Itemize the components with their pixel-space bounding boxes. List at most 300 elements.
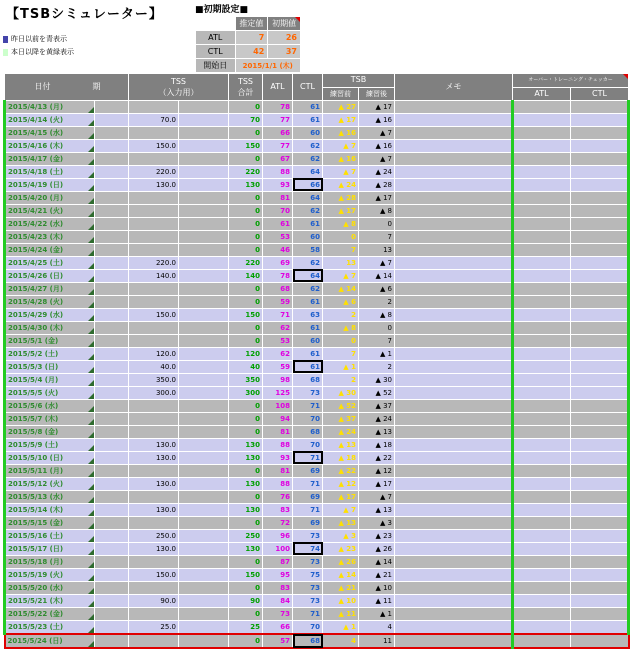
memo-cell[interactable] [395, 139, 513, 152]
tss-input-cell[interactable] [129, 126, 179, 139]
atl-cell-text: 125 [275, 388, 290, 397]
tss-total-cell [229, 256, 263, 269]
tss-input-extra-cell[interactable] [179, 321, 229, 334]
tsb-before-cell-text: ▲ 52 [338, 401, 356, 410]
period-cell[interactable] [95, 360, 129, 373]
comment-triangle-icon [88, 237, 94, 243]
tsb-before-cell [323, 425, 359, 438]
period-cell[interactable] [95, 516, 129, 529]
tsb-before-cell-text: ▲ 7 [343, 505, 356, 514]
memo-cell[interactable] [395, 438, 513, 451]
memo-cell[interactable] [395, 295, 513, 308]
memo-cell[interactable] [395, 568, 513, 581]
memo-cell[interactable] [395, 412, 513, 425]
tss-input-cell[interactable] [129, 412, 179, 425]
tss-input-cell[interactable] [129, 230, 179, 243]
period-cell[interactable] [95, 152, 129, 165]
memo-cell[interactable] [395, 477, 513, 490]
tss-input-extra-cell[interactable] [179, 399, 229, 412]
tss-total-cell-text: 0 [255, 557, 260, 566]
date-cell-text: 2015/5/9 (土) [8, 440, 59, 449]
tss-input-extra-cell[interactable] [179, 503, 229, 516]
tss-input-cell[interactable] [129, 100, 179, 113]
period-cell[interactable] [95, 217, 129, 230]
period-cell[interactable] [95, 634, 129, 648]
tss-input-cell[interactable] [129, 607, 179, 620]
comment-triangle-icon [88, 367, 94, 373]
atl-cell [263, 568, 293, 581]
header-overtraining: オーバー・トレーニング・チェッカー [513, 74, 629, 87]
tss-input-cell[interactable] [129, 321, 179, 334]
tss-input-extra-cell[interactable] [179, 490, 229, 503]
table-row [5, 360, 629, 373]
tss-input-cell[interactable] [129, 438, 179, 451]
date-cell-text: 2015/5/17 (日) [8, 544, 64, 553]
tss-input-extra-cell[interactable] [179, 464, 229, 477]
tss-total-cell-text: 350 [245, 375, 260, 384]
period-cell[interactable] [95, 308, 129, 321]
tsb-after-cell-text: ▲ 1 [379, 609, 393, 618]
memo-cell[interactable] [395, 308, 513, 321]
period-cell[interactable] [95, 594, 129, 607]
period-cell[interactable] [95, 529, 129, 542]
memo-cell[interactable] [395, 490, 513, 503]
over-atl-cell [513, 516, 571, 529]
tss-total-cell-text: 300 [245, 388, 260, 397]
atl-cell [263, 490, 293, 503]
tss-input-extra-cell[interactable] [179, 152, 229, 165]
tss-input-cell[interactable] [129, 399, 179, 412]
tss-input-extra-cell[interactable] [179, 412, 229, 425]
atl-cell [263, 308, 293, 321]
memo-cell[interactable] [395, 634, 513, 648]
memo-cell[interactable] [395, 321, 513, 334]
tss-input-cell[interactable] [129, 594, 179, 607]
period-cell[interactable] [95, 373, 129, 386]
over-ctl-cell [571, 581, 629, 594]
comment-triangle-icon [88, 341, 94, 347]
period-cell[interactable] [95, 243, 129, 256]
tsb-after-cell [359, 438, 395, 451]
memo-cell[interactable] [395, 594, 513, 607]
memo-cell[interactable] [395, 360, 513, 373]
memo-cell[interactable] [395, 282, 513, 295]
tss-input-extra-cell[interactable] [179, 634, 229, 648]
tss-input-extra-cell[interactable] [179, 100, 229, 113]
tss-total-cell-text: 130 [245, 479, 260, 488]
atl-cell [263, 126, 293, 139]
comment-marker-icon [623, 74, 628, 79]
period-cell[interactable] [95, 620, 129, 634]
memo-cell[interactable] [395, 503, 513, 516]
tss-total-cell [229, 113, 263, 126]
tss-input-cell[interactable] [129, 568, 179, 581]
tss-total-cell-text: 130 [245, 453, 260, 462]
period-cell[interactable] [95, 347, 129, 360]
memo-cell[interactable] [395, 373, 513, 386]
tsb-before-cell [323, 386, 359, 399]
tss-input-extra-cell[interactable] [179, 438, 229, 451]
ctl-cell-text: 73 [310, 388, 320, 397]
tss-total-cell-text: 0 [255, 284, 260, 293]
tss-input-cell[interactable] [129, 178, 179, 191]
date-cell [5, 295, 95, 308]
period-cell[interactable] [95, 269, 129, 282]
memo-cell[interactable] [395, 464, 513, 477]
legend-label-past: 昨日以前を青表示 [11, 35, 67, 43]
period-cell[interactable] [95, 542, 129, 555]
over-atl-cell [513, 373, 571, 386]
tss-total-cell-text: 0 [255, 154, 260, 163]
tss-input-extra-cell[interactable] [179, 126, 229, 139]
date-cell [5, 386, 95, 399]
comment-triangle-icon [88, 484, 94, 490]
tss-input-extra-cell[interactable] [179, 217, 229, 230]
header-tss: TSS （入力用） [129, 74, 229, 100]
memo-cell[interactable] [395, 178, 513, 191]
ctl-cell [293, 634, 323, 648]
tss-input-cell[interactable] [129, 516, 179, 529]
table-row [5, 152, 629, 165]
tss-total-cell [229, 178, 263, 191]
tss-input-cell[interactable] [129, 490, 179, 503]
tss-total-cell [229, 464, 263, 477]
tss-input-extra-cell[interactable] [179, 568, 229, 581]
over-ctl-cell [571, 386, 629, 399]
date-cell [5, 607, 95, 620]
memo-cell[interactable] [395, 334, 513, 347]
tss-input-cell[interactable] [129, 165, 179, 178]
period-cell[interactable] [95, 321, 129, 334]
tss-input-extra-cell[interactable] [179, 620, 229, 634]
over-atl-cell [513, 581, 571, 594]
ctl-cell [293, 256, 323, 269]
ctl-cell [293, 399, 323, 412]
atl-cell-text: 78 [280, 271, 290, 280]
tss-input-extra-cell[interactable] [179, 529, 229, 542]
atl-cell [263, 386, 293, 399]
tss-input-extra-cell[interactable] [179, 451, 229, 464]
tss-input-extra-cell[interactable] [179, 360, 229, 373]
tss-input-cell[interactable] [129, 464, 179, 477]
tss-input-cell[interactable] [129, 191, 179, 204]
period-cell[interactable] [95, 425, 129, 438]
memo-cell[interactable] [395, 581, 513, 594]
atl-cell [263, 477, 293, 490]
tss-input-extra-cell[interactable] [179, 256, 229, 269]
tss-input-cell[interactable] [129, 113, 179, 126]
period-cell[interactable] [95, 581, 129, 594]
tss-input-cell[interactable] [129, 217, 179, 230]
tss-input-extra-cell[interactable] [179, 516, 229, 529]
tsb-before-cell-text: ▲ 13 [338, 518, 356, 527]
settings-ctl-init[interactable]: 37 [268, 45, 301, 59]
tsb-after-cell-text: ▲ 13 [375, 505, 393, 514]
ctl-cell-text: 71 [310, 401, 320, 410]
memo-cell[interactable] [395, 217, 513, 230]
period-cell[interactable] [95, 386, 129, 399]
tsb-after-cell [359, 100, 395, 113]
period-cell[interactable] [95, 256, 129, 269]
tsb-before-cell-text: 0 [351, 232, 356, 241]
period-cell[interactable] [95, 139, 129, 152]
period-cell[interactable] [95, 399, 129, 412]
atl-cell [263, 634, 293, 648]
memo-cell[interactable] [395, 386, 513, 399]
tss-input-cell[interactable] [129, 152, 179, 165]
period-cell[interactable] [95, 165, 129, 178]
period-cell[interactable] [95, 503, 129, 516]
tss-input-extra-cell[interactable] [179, 373, 229, 386]
tss-input-cell[interactable] [129, 634, 179, 648]
tss-input-extra-cell[interactable] [179, 269, 229, 282]
date-cell [5, 412, 95, 425]
tsb-before-cell [323, 113, 359, 126]
tsb-after-cell-text: 13 [383, 245, 393, 254]
tss-input-extra-cell[interactable] [179, 295, 229, 308]
tsb-before-cell [323, 399, 359, 412]
period-cell[interactable] [95, 178, 129, 191]
date-cell-text: 2015/4/13 (月) [8, 102, 64, 111]
tss-input-cell[interactable] [129, 386, 179, 399]
tsb-before-cell-text: ▲ 26 [338, 557, 356, 566]
date-cell [5, 100, 95, 113]
tss-input-extra-cell[interactable] [179, 607, 229, 620]
tss-input-cell[interactable] [129, 256, 179, 269]
tsb-after-cell-text: ▲ 11 [375, 596, 393, 605]
memo-cell[interactable] [395, 191, 513, 204]
tss-input-extra-cell[interactable] [179, 334, 229, 347]
tss-input-extra-cell[interactable] [179, 308, 229, 321]
atl-cell-text: 71 [280, 310, 290, 319]
memo-cell[interactable] [395, 256, 513, 269]
tss-input-extra-cell[interactable] [179, 230, 229, 243]
ctl-cell [293, 126, 323, 139]
tss-input-cell[interactable] [129, 373, 179, 386]
period-cell[interactable] [95, 464, 129, 477]
date-cell [5, 581, 95, 594]
table-row [5, 490, 629, 503]
ctl-cell-text: 61 [310, 349, 320, 358]
period-cell[interactable] [95, 334, 129, 347]
tss-input-extra-cell[interactable] [179, 347, 229, 360]
period-cell[interactable] [95, 607, 129, 620]
memo-cell[interactable] [395, 607, 513, 620]
table-row [5, 451, 629, 464]
comment-triangle-icon [88, 406, 94, 412]
over-ctl-cell [571, 503, 629, 516]
tss-input-cell[interactable] [129, 542, 179, 555]
tss-total-cell [229, 282, 263, 295]
tss-input-extra-cell[interactable] [179, 243, 229, 256]
tss-input-cell[interactable] [129, 360, 179, 373]
period-cell[interactable] [95, 451, 129, 464]
settings-start-date[interactable]: 2015/1/1 (木) [235, 59, 300, 73]
tss-input-extra-cell[interactable] [179, 555, 229, 568]
tss-total-cell [229, 490, 263, 503]
over-ctl-cell [571, 516, 629, 529]
ctl-cell [293, 516, 323, 529]
tss-total-cell [229, 542, 263, 555]
tsb-after-cell-text: ▲ 17 [375, 102, 393, 111]
tsb-after-cell-text: 4 [387, 622, 393, 631]
tss-total-cell [229, 438, 263, 451]
tss-total-cell [229, 126, 263, 139]
over-ctl-cell [571, 282, 629, 295]
memo-cell[interactable] [395, 230, 513, 243]
atl-cell-text: 88 [280, 440, 290, 449]
memo-cell[interactable] [395, 620, 513, 634]
memo-cell[interactable] [395, 204, 513, 217]
date-cell-text: 2015/5/21 (木) [8, 596, 64, 605]
period-cell[interactable] [95, 126, 129, 139]
tss-input-cell[interactable] [129, 282, 179, 295]
over-ctl-cell [571, 334, 629, 347]
period-cell[interactable] [95, 555, 129, 568]
period-cell[interactable] [95, 100, 129, 113]
tss-input-extra-cell[interactable] [179, 178, 229, 191]
tss-total-cell-text: 90 [250, 596, 260, 605]
memo-cell[interactable] [395, 451, 513, 464]
tss-input-cell[interactable] [129, 451, 179, 464]
tss-input-extra-cell[interactable] [179, 581, 229, 594]
tss-input-cell[interactable] [129, 347, 179, 360]
memo-cell[interactable] [395, 243, 513, 256]
tss-input-extra-cell[interactable] [179, 191, 229, 204]
date-cell [5, 308, 95, 321]
memo-cell[interactable] [395, 529, 513, 542]
comment-triangle-icon [88, 315, 94, 321]
ctl-cell [293, 152, 323, 165]
tsb-after-cell-text: ▲ 8 [379, 206, 393, 215]
period-cell[interactable] [95, 477, 129, 490]
period-cell[interactable] [95, 204, 129, 217]
tss-input-extra-cell[interactable] [179, 204, 229, 217]
tss-input-cell[interactable] [129, 269, 179, 282]
memo-cell[interactable] [395, 425, 513, 438]
tss-total-cell [229, 581, 263, 594]
period-cell[interactable] [95, 282, 129, 295]
over-ctl-cell [571, 204, 629, 217]
date-cell [5, 152, 95, 165]
settings-atl-label: ATL [196, 31, 236, 45]
period-cell[interactable] [95, 230, 129, 243]
tss-input-extra-cell[interactable] [179, 113, 229, 126]
memo-cell[interactable] [395, 113, 513, 126]
tss-input-cell[interactable] [129, 308, 179, 321]
period-cell[interactable] [95, 191, 129, 204]
tss-input-cell[interactable] [129, 295, 179, 308]
atl-cell [263, 438, 293, 451]
ctl-cell-text: 69 [310, 492, 320, 501]
period-cell[interactable] [95, 113, 129, 126]
tss-input-cell[interactable] [129, 620, 179, 634]
over-atl-cell [513, 204, 571, 217]
tsb-after-cell-text: ▲ 7 [379, 492, 393, 501]
atl-cell-text: 68 [280, 284, 290, 293]
tss-input-cell[interactable] [129, 529, 179, 542]
memo-cell[interactable] [395, 152, 513, 165]
comment-triangle-icon [88, 276, 94, 282]
tsb-before-cell [323, 295, 359, 308]
period-cell[interactable] [95, 568, 129, 581]
atl-cell-text: 62 [280, 349, 290, 358]
tsb-after-cell-text: ▲ 24 [375, 414, 393, 423]
tss-input-cell[interactable] [129, 243, 179, 256]
memo-cell[interactable] [395, 555, 513, 568]
period-cell[interactable] [95, 412, 129, 425]
memo-cell[interactable] [395, 516, 513, 529]
tss-input-cell[interactable] [129, 581, 179, 594]
memo-cell[interactable] [395, 399, 513, 412]
over-ctl-cell [571, 217, 629, 230]
tss-input-cell-text: 70.0 [160, 115, 176, 124]
tss-input-extra-cell[interactable] [179, 594, 229, 607]
period-cell[interactable] [95, 295, 129, 308]
tss-total-cell-text: 150 [245, 141, 260, 150]
tss-input-extra-cell[interactable] [179, 477, 229, 490]
tss-input-cell[interactable] [129, 555, 179, 568]
over-ctl-cell [571, 165, 629, 178]
tsb-before-cell [323, 165, 359, 178]
ctl-cell-text: 68 [310, 636, 320, 645]
memo-cell[interactable] [395, 126, 513, 139]
table-row [5, 386, 629, 399]
date-cell [5, 477, 95, 490]
tss-total-cell [229, 412, 263, 425]
tss-input-cell[interactable] [129, 334, 179, 347]
ctl-cell-text: 69 [310, 466, 320, 475]
settings-atl-init[interactable]: 26 [268, 31, 301, 45]
date-cell-text: 2015/4/29 (水) [8, 310, 64, 319]
tss-input-cell-text: 150.0 [155, 570, 176, 579]
tss-input-extra-cell[interactable] [179, 139, 229, 152]
date-cell [5, 529, 95, 542]
comment-triangle-icon [88, 250, 94, 256]
memo-cell[interactable] [395, 347, 513, 360]
memo-cell[interactable] [395, 269, 513, 282]
tss-input-extra-cell[interactable] [179, 165, 229, 178]
tss-input-cell[interactable] [129, 425, 179, 438]
tsb-after-cell [359, 139, 395, 152]
tsb-before-cell [323, 594, 359, 607]
over-ctl-cell [571, 607, 629, 620]
comment-triangle-icon [88, 497, 94, 503]
tss-input-cell[interactable] [129, 503, 179, 516]
tsb-after-cell [359, 555, 395, 568]
memo-cell[interactable] [395, 100, 513, 113]
tss-input-extra-cell[interactable] [179, 425, 229, 438]
period-cell[interactable] [95, 438, 129, 451]
tss-total-cell [229, 269, 263, 282]
period-cell[interactable] [95, 490, 129, 503]
over-ctl-cell [571, 126, 629, 139]
tss-input-extra-cell[interactable] [179, 386, 229, 399]
atl-cell-text: 93 [280, 453, 290, 462]
tss-input-extra-cell[interactable] [179, 282, 229, 295]
table-row [5, 113, 629, 126]
over-ctl-cell [571, 360, 629, 373]
tss-input-cell[interactable] [129, 139, 179, 152]
tss-input-extra-cell[interactable] [179, 542, 229, 555]
tss-input-cell[interactable] [129, 204, 179, 217]
tss-input-cell[interactable] [129, 477, 179, 490]
memo-cell[interactable] [395, 165, 513, 178]
tsb-after-cell [359, 178, 395, 191]
date-cell-text: 2015/5/8 (金) [8, 427, 59, 436]
tss-total-cell-text: 250 [245, 531, 260, 540]
memo-cell[interactable] [395, 542, 513, 555]
